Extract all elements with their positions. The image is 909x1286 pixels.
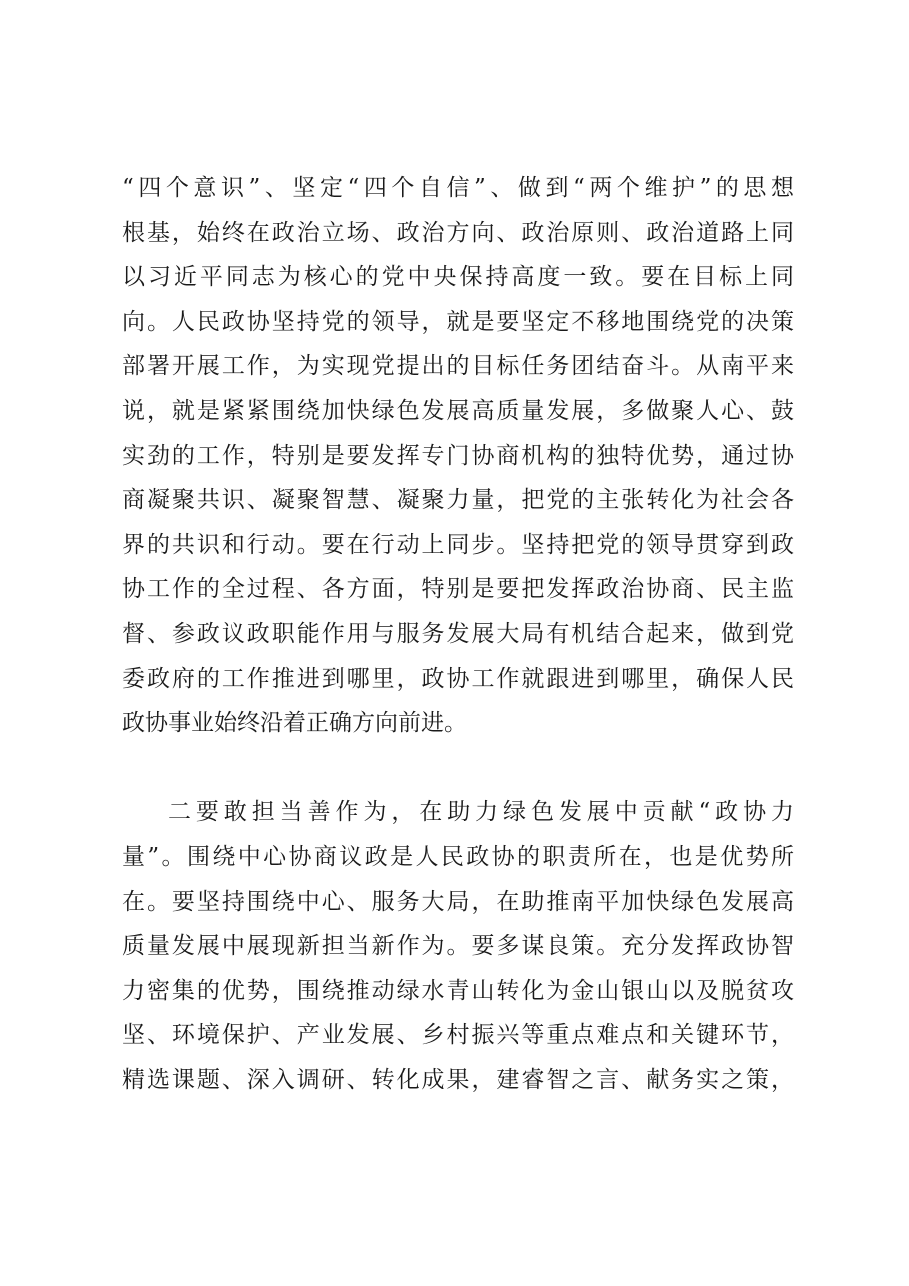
text-line: 督、参政议政职能作用与服务发展大局有机结合起来，做到党 xyxy=(122,620,794,647)
text-line: “四个意识”、坚定“四个自信”、做到“两个维护”的思想 xyxy=(122,175,794,201)
text-line: 实劲的工作，特别是要发挥专门协商机构的独特优势，通过协 xyxy=(122,442,794,469)
text-line: 以习近平同志为核心的党中央保持高度一致。要在目标上同 xyxy=(122,264,794,291)
text-line: 力密集的优势，围绕推动绿水青山转化为金山银山以及脱贫攻 xyxy=(122,977,794,1004)
paragraph-spacing xyxy=(122,746,794,791)
text-line: 政协事业始终沿着正确方向前进。 xyxy=(122,710,467,737)
text-line: 说，就是紧紧围绕加快绿色发展高质量发展，多做聚人心、鼓 xyxy=(122,397,794,424)
body-text xyxy=(122,166,794,1102)
text-line: 在。要坚持围绕中心、服务大局，在助推南平加快绿色发展高 xyxy=(122,888,794,915)
text-line: 委政府的工作推进到哪里，政协工作就跟进到哪里，确保人民 xyxy=(122,665,794,692)
text-line: 量”。围绕中心协商议政是人民政协的职责所在，也是优势所 xyxy=(122,843,794,870)
text-line: 协工作的全过程、各方面，特别是要把发挥政治协商、民主监 xyxy=(122,576,794,603)
text-line: 根基，始终在政治立场、政治方向、政治原则、政治道路上同 xyxy=(122,219,794,246)
text-line: 部署开展工作，为实现党提出的目标任务团结奋斗。从南平来 xyxy=(122,353,794,380)
text-line: 坚、环境保护、产业发展、乡村振兴等重点难点和关键环节， xyxy=(122,1022,794,1049)
paragraph-2 xyxy=(122,790,794,1102)
text-line: 商凝聚共识、凝聚智慧、凝聚力量，把党的主张转化为社会各 xyxy=(122,487,794,514)
text-line: 精选课题、深入调研、转化成果，建睿智之言、献务实之策， xyxy=(122,1066,794,1093)
text-line: 质量发展中展现新担当新作为。要多谋良策。充分发挥政协智 xyxy=(122,933,794,960)
text-line: 界的共识和行动。要在行动上同步。坚持把党的领导贯穿到政 xyxy=(122,531,794,558)
text-line: 二要敢担当善作为，在助力绿色发展中贡献“政协力 xyxy=(168,799,794,826)
paragraph-1 xyxy=(122,166,794,746)
text-line: 向。人民政协坚持党的领导，就是要坚定不移地围绕党的决策 xyxy=(122,308,794,335)
